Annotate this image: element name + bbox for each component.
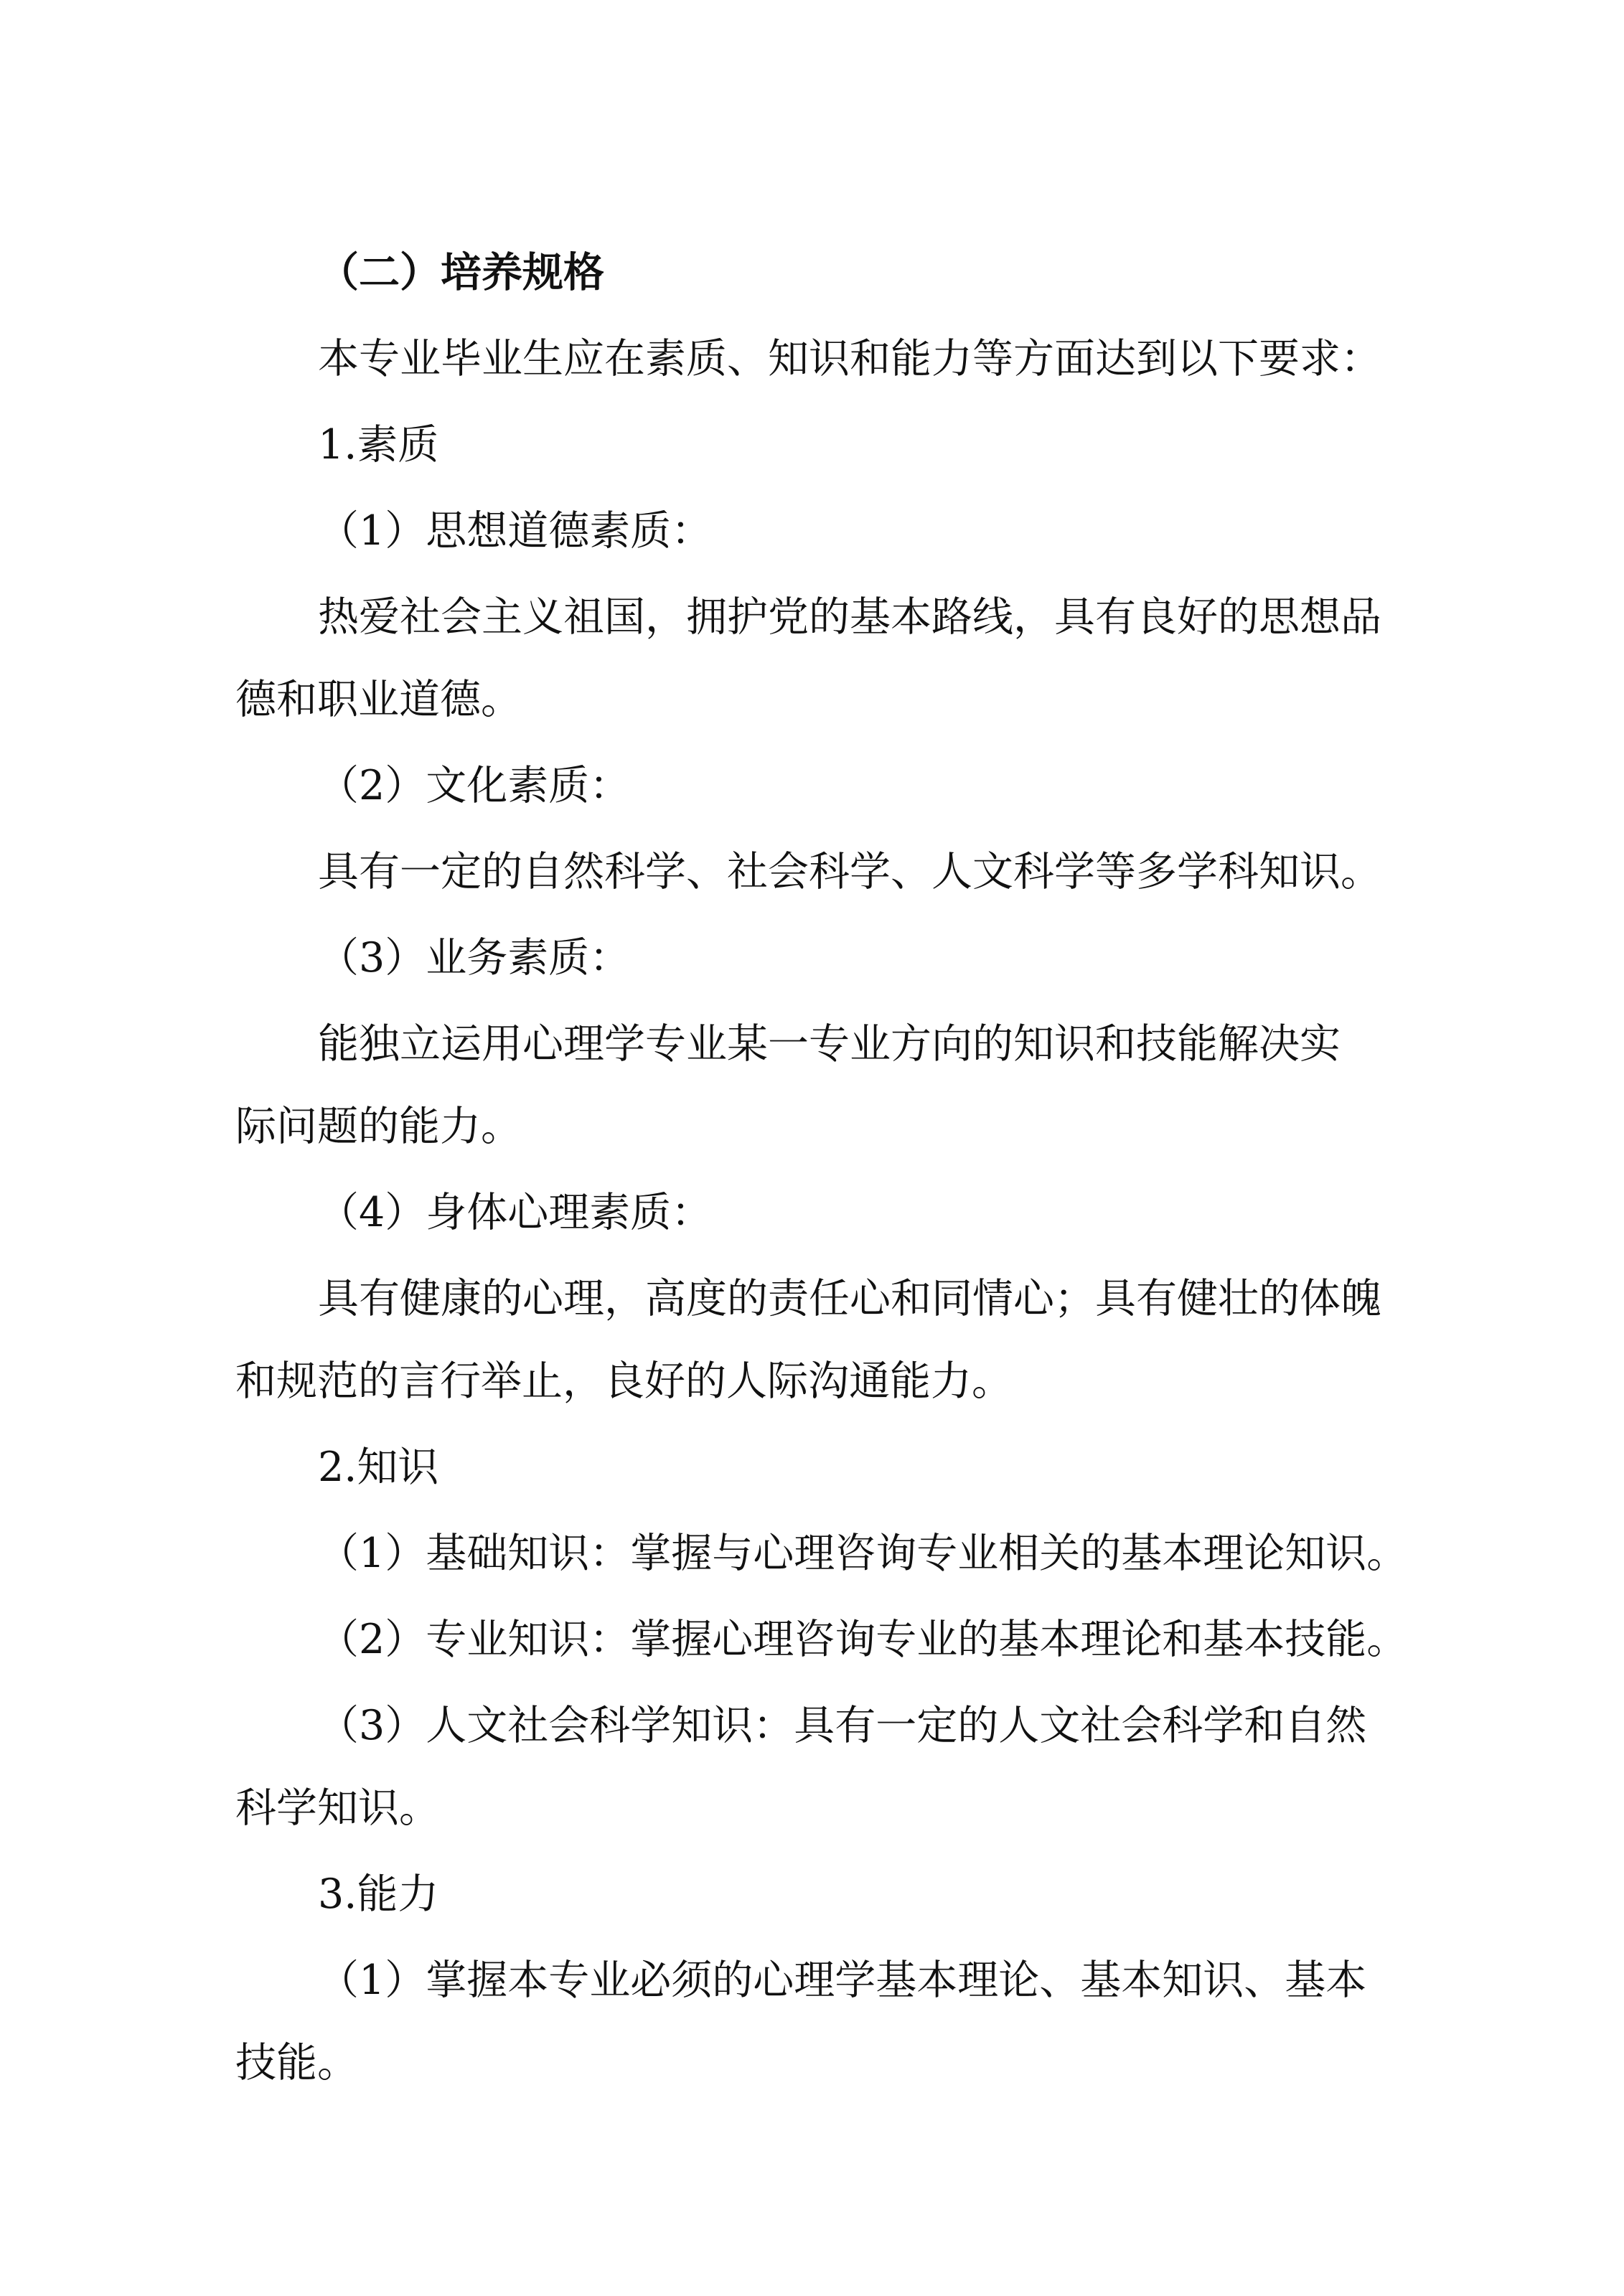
moral-quality-text-line-1: 热爱社会主义祖国，拥护党的基本路线，具有良好的思想品 <box>318 593 1381 641</box>
professional-knowledge-item: （2）专业知识：掌握心理咨询专业的基本理论和基本技能。 <box>318 1616 1408 1663</box>
intro-paragraph: 本专业毕业生应在素质、知识和能力等方面达到以下要求： <box>318 335 1381 382</box>
physical-quality-text-line-2: 和规范的言行举止，良好的人际沟通能力。 <box>235 1358 1013 1405</box>
physical-quality-label: （4）身体心理素质： <box>318 1189 713 1236</box>
quality-section-title: 1.素质 <box>318 421 439 469</box>
moral-quality-label: （1）思想道德素质： <box>318 507 713 555</box>
cultural-quality-text: 具有一定的自然科学、社会科学、人文科学等多学科知识。 <box>318 848 1381 895</box>
knowledge-section-title: 2.知识 <box>318 1444 439 1491</box>
ability-item-1-line-2: 技能。 <box>235 2039 358 2086</box>
cultural-quality-label: （2）文化素质： <box>318 762 631 809</box>
business-quality-text-line-2: 际问题的能力。 <box>235 1103 522 1150</box>
physical-quality-text-line-1: 具有健康的心理，高度的责任心和同情心；具有健壮的体魄 <box>318 1275 1381 1322</box>
business-quality-text-line-1: 能独立运用心理学专业某一专业方向的知识和技能解决实 <box>318 1020 1341 1068</box>
section-heading: （二）培养规格 <box>318 248 604 296</box>
basic-knowledge-item: （1）基础知识：掌握与心理咨询专业相关的基本理论知识。 <box>318 1530 1408 1577</box>
ability-section-title: 3.能力 <box>318 1871 439 1918</box>
ability-item-1-line-1: （1）掌握本专业必须的心理学基本理论、基本知识、基本 <box>318 1957 1367 2004</box>
moral-quality-text-line-2: 德和职业道德。 <box>235 676 522 723</box>
business-quality-label: （3）业务素质： <box>318 934 631 982</box>
humanities-knowledge-item-line-2: 科学知识。 <box>235 1784 440 1832</box>
humanities-knowledge-item-line-1: （3）人文社会科学知识：具有一定的人文社会科学和自然 <box>318 1702 1367 1749</box>
